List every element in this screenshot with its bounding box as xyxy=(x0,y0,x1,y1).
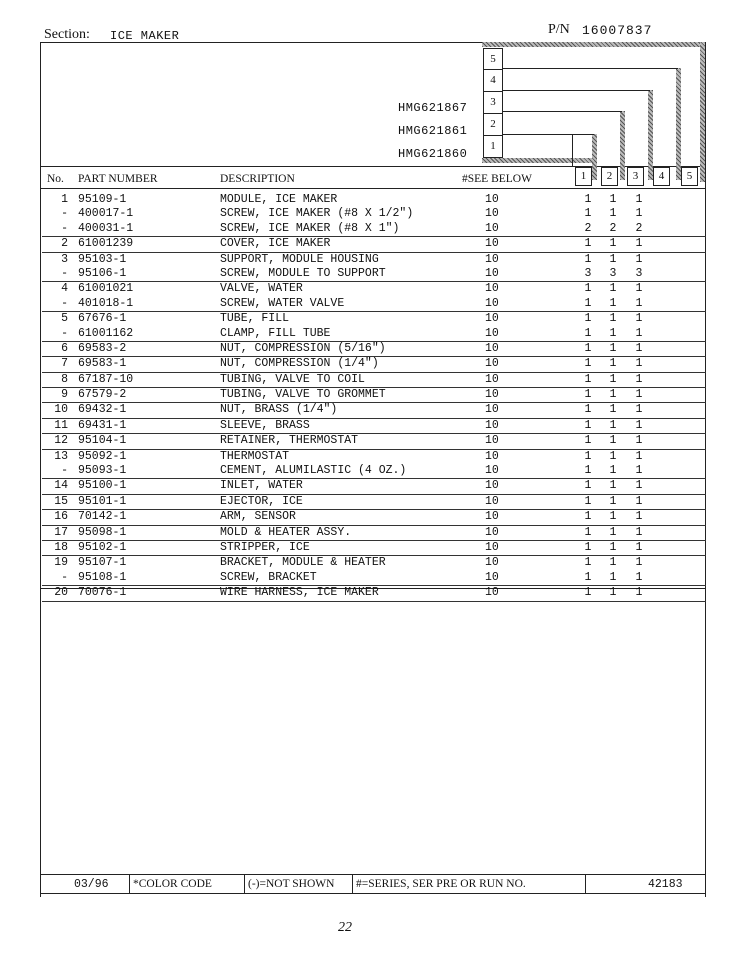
column-header-model-3: 3 xyxy=(627,167,644,186)
item-number: - xyxy=(61,221,68,235)
item-number: 5 xyxy=(61,312,68,326)
item-number: 16 xyxy=(54,510,68,524)
qty-model-2: 1 xyxy=(609,252,617,266)
description: MOLD & HEATER ASSY. xyxy=(220,525,352,539)
table-row xyxy=(42,495,706,510)
model-name-1: HMG621860 xyxy=(398,147,468,161)
description: COVER, ICE MAKER xyxy=(220,237,331,251)
qty-model-3: 1 xyxy=(635,326,643,340)
description: TUBING, VALVE TO GROMMET xyxy=(220,388,386,402)
description: SCREW, BRACKET xyxy=(220,570,317,584)
see-below: 10 xyxy=(485,494,499,508)
table-row xyxy=(42,357,706,372)
footer-divider-2 xyxy=(244,874,245,893)
see-below: 10 xyxy=(485,418,499,432)
qty-model-3: 1 xyxy=(635,586,643,600)
qty-model-1: 1 xyxy=(584,296,592,310)
qty-model-1: 1 xyxy=(584,570,592,584)
qty-model-3: 1 xyxy=(635,494,643,508)
table-row xyxy=(42,267,706,282)
item-number: 9 xyxy=(61,388,68,402)
part-number: 67187-10 xyxy=(78,372,134,386)
table-row xyxy=(42,526,706,541)
part-number-value: 16007837 xyxy=(582,23,653,38)
qty-model-3: 1 xyxy=(635,540,643,554)
model-line-2 xyxy=(502,111,622,112)
column-header-description: DESCRIPTION xyxy=(220,173,295,185)
footer-bottom-line xyxy=(40,893,705,894)
qty-model-3: 1 xyxy=(635,510,643,524)
footer-divider-4 xyxy=(585,874,586,893)
description: INLET, WATER xyxy=(220,479,303,493)
qty-model-2: 1 xyxy=(609,193,617,206)
see-below: 10 xyxy=(485,193,499,206)
table-row xyxy=(42,237,706,252)
qty-model-1: 1 xyxy=(584,556,592,570)
see-below: 10 xyxy=(485,586,499,600)
column-header-see-below: #SEE BELOW xyxy=(462,173,532,185)
part-number-label: P/N xyxy=(548,22,570,37)
item-number: 3 xyxy=(61,252,68,266)
table-row xyxy=(42,222,706,237)
qty-model-3: 1 xyxy=(635,372,643,386)
qty-model-1: 1 xyxy=(584,434,592,448)
see-below: 10 xyxy=(485,237,499,251)
qty-model-2: 1 xyxy=(609,296,617,310)
item-number: - xyxy=(61,207,68,221)
qty-model-2: 1 xyxy=(609,312,617,326)
qty-model-3: 1 xyxy=(635,341,643,355)
description: SCREW, ICE MAKER (#8 X 1/2") xyxy=(220,207,414,221)
qty-model-2: 1 xyxy=(609,357,617,371)
see-below: 10 xyxy=(485,479,499,493)
see-below: 10 xyxy=(485,510,499,524)
part-number: 95104-1 xyxy=(78,434,127,448)
column-header-model-1: 1 xyxy=(575,167,592,186)
qty-model-2: 3 xyxy=(609,266,617,280)
model-line-4 xyxy=(502,68,678,69)
item-number: 14 xyxy=(54,479,68,493)
part-number: 61001162 xyxy=(78,326,134,340)
footer-not-shown: (-)=NOT SHOWN xyxy=(248,878,335,890)
frame-left-line xyxy=(40,42,41,897)
model-box-2: 2 xyxy=(483,113,503,136)
part-number: 67676-1 xyxy=(78,312,127,326)
see-below: 10 xyxy=(485,434,499,448)
model-shade-top xyxy=(482,42,705,47)
qty-model-3: 1 xyxy=(635,193,643,206)
qty-model-2: 1 xyxy=(609,464,617,478)
description: THERMOSTAT xyxy=(220,449,290,463)
description: ARM, SENSOR xyxy=(220,510,296,524)
description: CEMENT, ALUMILASTIC (4 OZ.) xyxy=(220,464,407,478)
qty-model-1: 1 xyxy=(584,388,592,402)
model-line-3 xyxy=(502,90,650,91)
qty-model-3: 3 xyxy=(635,266,643,280)
part-number: 95102-1 xyxy=(78,540,127,554)
section-label: Section: xyxy=(44,27,90,42)
qty-model-3: 1 xyxy=(635,252,643,266)
item-number: 17 xyxy=(54,525,68,539)
part-number: 61001021 xyxy=(78,282,134,296)
description: MODULE, ICE MAKER xyxy=(220,193,338,206)
qty-model-2: 1 xyxy=(609,418,617,432)
qty-model-3: 1 xyxy=(635,449,643,463)
part-number: 95108-1 xyxy=(78,570,127,584)
description: BRACKET, MODULE & HEATER xyxy=(220,556,386,570)
model-shade-5 xyxy=(700,42,705,182)
qty-model-1: 1 xyxy=(584,372,592,386)
item-number: - xyxy=(61,326,68,340)
item-number: 15 xyxy=(54,494,68,508)
part-number: 401018-1 xyxy=(78,296,134,310)
qty-model-1: 1 xyxy=(584,464,592,478)
description: VALVE, WATER xyxy=(220,282,303,296)
qty-model-1: 1 xyxy=(584,510,592,524)
qty-model-2: 1 xyxy=(609,207,617,221)
qty-model-2: 1 xyxy=(609,282,617,296)
item-number: 2 xyxy=(61,237,68,251)
qty-model-2: 1 xyxy=(609,403,617,417)
see-below: 10 xyxy=(485,525,499,539)
part-number: 95109-1 xyxy=(78,193,127,206)
table-row xyxy=(42,297,706,312)
qty-model-2: 1 xyxy=(609,540,617,554)
column-header-part-number: PART NUMBER xyxy=(78,173,158,185)
model-line-1-drop xyxy=(572,134,573,166)
see-below: 10 xyxy=(485,556,499,570)
see-below: 10 xyxy=(485,207,499,221)
table-row xyxy=(42,253,706,267)
footer-series-note: #=SERIES, SER PRE OR RUN NO. xyxy=(356,878,526,890)
column-header-model-2: 2 xyxy=(601,167,618,186)
description: SLEEVE, BRASS xyxy=(220,418,310,432)
description: SCREW, ICE MAKER (#8 X 1") xyxy=(220,221,400,235)
table-row xyxy=(42,327,706,342)
part-number: 70142-1 xyxy=(78,510,127,524)
model-line-1 xyxy=(502,134,594,135)
item-number: 6 xyxy=(61,341,68,355)
part-number: 95093-1 xyxy=(78,464,127,478)
item-number: 8 xyxy=(61,372,68,386)
qty-model-1: 1 xyxy=(584,237,592,251)
qty-model-3: 1 xyxy=(635,207,643,221)
model-name-3: HMG621867 xyxy=(398,101,468,115)
see-below: 10 xyxy=(485,372,499,386)
table-row xyxy=(42,556,706,570)
column-header-line xyxy=(40,188,705,189)
qty-model-3: 1 xyxy=(635,570,643,584)
table-row xyxy=(42,193,706,207)
qty-model-3: 1 xyxy=(635,296,643,310)
qty-model-1: 1 xyxy=(584,479,592,493)
qty-model-3: 1 xyxy=(635,237,643,251)
qty-model-1: 1 xyxy=(584,341,592,355)
table-row xyxy=(42,450,706,464)
see-below: 10 xyxy=(485,570,499,584)
see-below: 10 xyxy=(485,388,499,402)
table-row xyxy=(42,403,706,418)
item-number: 7 xyxy=(61,357,68,371)
model-shade-bottom xyxy=(482,158,594,163)
qty-model-2: 1 xyxy=(609,237,617,251)
qty-model-3: 1 xyxy=(635,464,643,478)
qty-model-3: 1 xyxy=(635,434,643,448)
description: NUT, COMPRESSION (5/16") xyxy=(220,341,386,355)
qty-model-2: 1 xyxy=(609,570,617,584)
item-number: 18 xyxy=(54,540,68,554)
footer-top-line xyxy=(40,874,705,875)
footer-doc-number: 42183 xyxy=(648,878,683,891)
page-mark: 22 xyxy=(338,920,352,935)
model-box-4: 4 xyxy=(483,69,503,92)
part-number: 400017-1 xyxy=(78,207,134,221)
qty-model-1: 1 xyxy=(584,494,592,508)
qty-model-3: 1 xyxy=(635,418,643,432)
see-below: 10 xyxy=(485,449,499,463)
part-number: 95106-1 xyxy=(78,266,127,280)
part-number: 95107-1 xyxy=(78,556,127,570)
table-row xyxy=(42,342,706,357)
model-name-2: HMG621861 xyxy=(398,124,468,138)
qty-model-1: 1 xyxy=(584,326,592,340)
description: CLAMP, FILL TUBE xyxy=(220,326,331,340)
item-number: - xyxy=(61,570,68,584)
model-shade-4 xyxy=(676,68,681,180)
qty-model-3: 1 xyxy=(635,403,643,417)
table-row xyxy=(42,207,706,221)
item-number: 4 xyxy=(61,282,68,296)
qty-model-1: 1 xyxy=(584,252,592,266)
item-number: 19 xyxy=(54,556,68,570)
description: STRIPPER, ICE xyxy=(220,540,310,554)
qty-model-1: 1 xyxy=(584,193,592,206)
table-row xyxy=(42,479,706,494)
qty-model-1: 3 xyxy=(584,266,592,280)
table-row xyxy=(42,388,706,403)
item-number: 13 xyxy=(54,449,68,463)
part-number: 95100-1 xyxy=(78,479,127,493)
qty-model-1: 1 xyxy=(584,449,592,463)
table-row xyxy=(42,586,706,601)
see-below: 10 xyxy=(485,357,499,371)
table-row xyxy=(42,373,706,388)
table-row xyxy=(42,510,706,525)
item-number: 10 xyxy=(54,403,68,417)
description: TUBE, FILL xyxy=(220,312,290,326)
description: SCREW, MODULE TO SUPPORT xyxy=(220,266,386,280)
qty-model-3: 1 xyxy=(635,282,643,296)
qty-model-1: 1 xyxy=(584,207,592,221)
qty-model-2: 1 xyxy=(609,434,617,448)
qty-model-3: 1 xyxy=(635,479,643,493)
model-shade-1 xyxy=(592,134,597,180)
description: NUT, COMPRESSION (1/4") xyxy=(220,357,379,371)
see-below: 10 xyxy=(485,540,499,554)
qty-model-1: 1 xyxy=(584,586,592,600)
qty-model-1: 1 xyxy=(584,403,592,417)
part-number: 400031-1 xyxy=(78,221,134,235)
qty-model-1: 1 xyxy=(584,357,592,371)
see-below: 10 xyxy=(485,266,499,280)
qty-model-1: 2 xyxy=(584,221,592,235)
item-number: - xyxy=(61,266,68,280)
part-number: 95101-1 xyxy=(78,494,127,508)
model-box-5: 5 xyxy=(483,48,503,71)
see-below: 10 xyxy=(485,296,499,310)
table-row xyxy=(42,464,706,479)
part-number: 95098-1 xyxy=(78,525,127,539)
description: SUPPORT, MODULE HOUSING xyxy=(220,252,379,266)
table-row xyxy=(42,571,706,586)
part-number: 69583-1 xyxy=(78,357,127,371)
part-number: 95103-1 xyxy=(78,252,127,266)
description: TUBING, VALVE TO COIL xyxy=(220,372,365,386)
qty-model-2: 2 xyxy=(609,221,617,235)
part-number: 69432-1 xyxy=(78,403,127,417)
qty-model-2: 1 xyxy=(609,341,617,355)
see-below: 10 xyxy=(485,403,499,417)
qty-model-1: 1 xyxy=(584,525,592,539)
qty-model-1: 1 xyxy=(584,282,592,296)
table-row xyxy=(42,282,706,296)
qty-model-2: 1 xyxy=(609,388,617,402)
qty-model-3: 1 xyxy=(635,312,643,326)
parts-table xyxy=(42,193,706,602)
see-below: 10 xyxy=(485,221,499,235)
item-number: 1 xyxy=(61,193,68,206)
qty-model-1: 1 xyxy=(584,540,592,554)
qty-model-2: 1 xyxy=(609,449,617,463)
model-shade-2 xyxy=(620,111,625,180)
qty-model-2: 1 xyxy=(609,586,617,600)
see-below: 10 xyxy=(485,326,499,340)
part-number: 67579-2 xyxy=(78,388,127,402)
item-number: - xyxy=(61,296,68,310)
description: RETAINER, THERMOSTAT xyxy=(220,434,359,448)
qty-model-3: 1 xyxy=(635,388,643,402)
column-header-model-4: 4 xyxy=(653,167,670,186)
qty-model-2: 1 xyxy=(609,525,617,539)
see-below: 10 xyxy=(485,252,499,266)
item-number: - xyxy=(61,464,68,478)
column-header-model-5: 5 xyxy=(681,167,698,186)
item-number: 11 xyxy=(54,418,68,432)
qty-model-2: 1 xyxy=(609,479,617,493)
footer-date: 03/96 xyxy=(74,878,109,891)
section-value: ICE MAKER xyxy=(110,29,180,43)
table-row xyxy=(42,419,706,434)
description: EJECTOR, ICE xyxy=(220,494,303,508)
qty-model-1: 1 xyxy=(584,418,592,432)
see-below: 10 xyxy=(485,341,499,355)
see-below: 10 xyxy=(485,464,499,478)
description: NUT, BRASS (1/4") xyxy=(220,403,338,417)
see-below: 10 xyxy=(485,312,499,326)
qty-model-2: 1 xyxy=(609,326,617,340)
model-box-3: 3 xyxy=(483,91,503,114)
qty-model-2: 1 xyxy=(609,494,617,508)
footer-color-code: *COLOR CODE xyxy=(133,878,212,890)
part-number: 69431-1 xyxy=(78,418,127,432)
footer-divider-3 xyxy=(352,874,353,893)
description: SCREW, WATER VALVE xyxy=(220,296,345,310)
qty-model-3: 1 xyxy=(635,357,643,371)
qty-model-3: 1 xyxy=(635,525,643,539)
qty-model-2: 1 xyxy=(609,556,617,570)
description: WIRE HARNESS, ICE MAKER xyxy=(220,586,379,600)
qty-model-2: 1 xyxy=(609,372,617,386)
item-number: 12 xyxy=(54,434,68,448)
see-below: 10 xyxy=(485,282,499,296)
qty-model-3: 1 xyxy=(635,556,643,570)
qty-model-1: 1 xyxy=(584,312,592,326)
table-row xyxy=(42,312,706,326)
model-box-1: 1 xyxy=(483,135,503,158)
footer-divider-1 xyxy=(129,874,130,893)
qty-model-3: 2 xyxy=(635,221,643,235)
part-number: 95092-1 xyxy=(78,449,127,463)
part-number: 61001239 xyxy=(78,237,134,251)
table-row xyxy=(42,541,706,556)
qty-model-2: 1 xyxy=(609,510,617,524)
part-number: 69583-2 xyxy=(78,341,127,355)
table-row xyxy=(42,434,706,449)
part-number: 70076-1 xyxy=(78,586,127,600)
item-number: 20 xyxy=(54,586,68,600)
column-header-no: No. xyxy=(47,173,64,185)
